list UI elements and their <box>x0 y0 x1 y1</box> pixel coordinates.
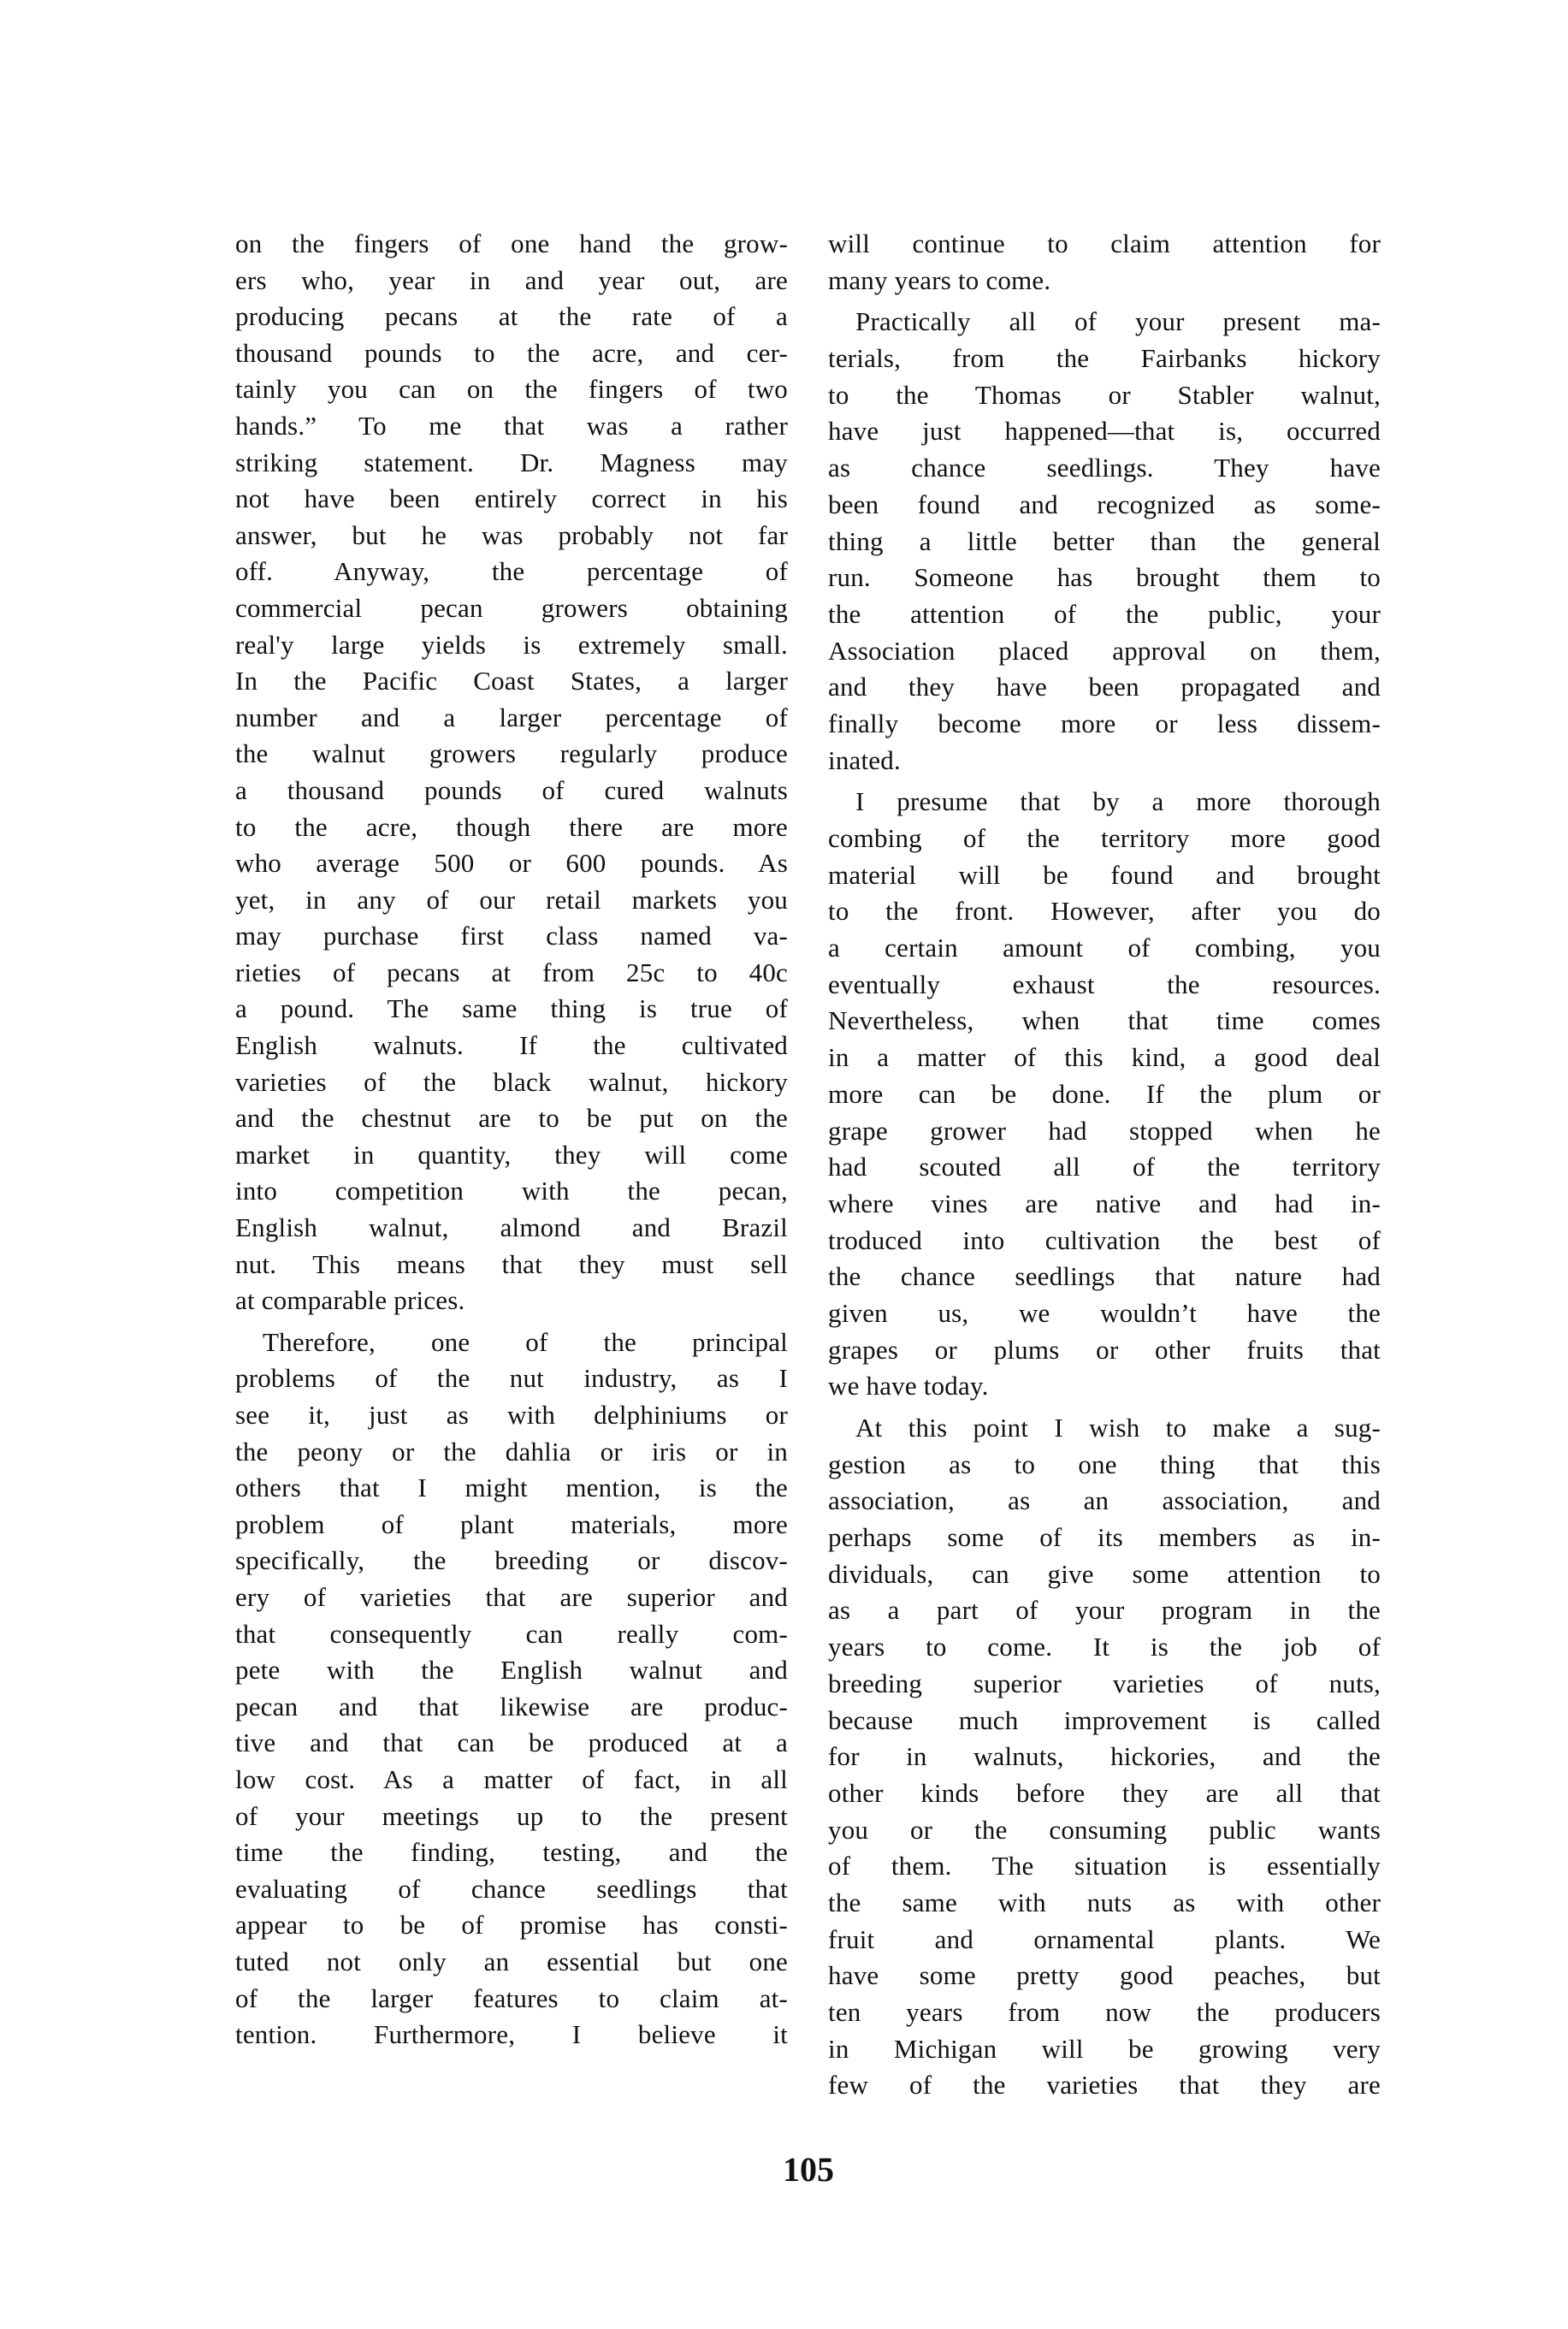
text-line: other kinds before they are all that <box>828 1777 1381 1808</box>
text-line: the same with nuts as with other <box>828 1887 1381 1917</box>
text-line: hands.” To me that was a rather <box>235 410 788 441</box>
text-line: specifically, the breeding or discov- <box>235 1545 788 1576</box>
text-line: tainly you can on the fingers of two <box>235 374 788 405</box>
text-line: tive and that can be produced at a <box>235 1727 788 1758</box>
text-line: low cost. As a matter of fact, in all <box>235 1763 788 1794</box>
text-line: time the finding, testing, and the <box>235 1837 788 1868</box>
text-line: At this point I wish to make a sug- <box>855 1413 1381 1443</box>
text-line: grape grower had stopped when he <box>828 1115 1381 1146</box>
text-line: a certain amount of combing, you <box>828 933 1381 963</box>
page-number: 105 <box>783 2150 834 2189</box>
text-line: problems of the nut industry, as I <box>235 1363 788 1394</box>
text-line: the chance seedlings that nature had <box>828 1261 1381 1292</box>
text-line: Nevertheless, when that time comes <box>828 1005 1381 1036</box>
text-line: to the Thomas or Stabler walnut, <box>828 379 1381 410</box>
text-line: the attention of the public, your <box>828 598 1381 629</box>
text-line: grapes or plums or other fruits that <box>828 1334 1381 1365</box>
text-line: market in quantity, they will come <box>235 1139 788 1170</box>
text-line: I presume that by a more thorough <box>855 786 1381 817</box>
text-line: varieties of the black walnut, hickory <box>235 1066 788 1097</box>
text-line: troduced into cultivation the best of <box>828 1224 1381 1255</box>
text-line: run. Someone has brought them to <box>828 562 1381 593</box>
text-line: commercial pecan growers obtaining <box>235 592 788 623</box>
text-line: terials, from the Fairbanks hickory <box>828 343 1381 374</box>
text-line: Therefore, one of the principal <box>263 1326 788 1357</box>
text-line: pete with the English walnut and <box>235 1655 788 1686</box>
text-line: have some pretty good peaches, but <box>828 1960 1381 1991</box>
text-line: see it, just as with delphiniums or <box>235 1400 788 1430</box>
text-line: who average 500 or 600 pounds. As <box>235 848 788 879</box>
text-line: dividuals, can give some attention to <box>828 1558 1381 1589</box>
text-line: eventually exhaust the resources. <box>828 969 1381 999</box>
right-column <box>828 226 1381 2104</box>
text-line: In the Pacific Coast States, a larger <box>235 666 788 696</box>
text-line: striking statement. Dr. Magness may <box>235 447 788 477</box>
text-line: in a matter of this kind, a good deal <box>828 1042 1381 1073</box>
text-line: others that I might mention, is the <box>235 1473 788 1503</box>
text-line: combing of the territory more good <box>828 823 1381 853</box>
text-line: association, as an association, and <box>828 1485 1381 1516</box>
paragraph <box>235 1325 788 2053</box>
text-line: yet, in any of our retail markets you <box>235 884 788 915</box>
text-line: a thousand pounds of cured walnuts <box>235 774 788 805</box>
text-line: as chance seedlings. They have <box>828 453 1381 483</box>
text-line: had scouted all of the territory <box>828 1152 1381 1182</box>
left-column <box>235 226 788 2053</box>
text-line: number and a larger percentage of <box>235 702 788 732</box>
text-line: to the acre, though there are more <box>235 811 788 842</box>
paragraph <box>828 1410 1381 2104</box>
text-line: of the larger features to claim at- <box>235 1982 788 2013</box>
text-line: for in walnuts, hickories, and the <box>828 1741 1381 1772</box>
text-line: not have been entirely correct in his <box>235 483 788 514</box>
text-line: more can be done. If the plum or <box>828 1078 1381 1109</box>
text-line: real'y large yields is extremely small. <box>235 629 788 660</box>
text-line: a pound. The same thing is true of <box>235 993 788 1024</box>
text-line: appear to be of promise has consti- <box>235 1910 788 1941</box>
text-line: the walnut growers regularly produce <box>235 738 788 769</box>
text-line: material will be found and brought <box>828 859 1381 890</box>
text-line: thousand pounds to the acre, and cer- <box>235 337 788 368</box>
text-line: few of the varieties that they are <box>828 2070 1381 2101</box>
text-line: been found and recognized as some- <box>828 489 1381 519</box>
text-line: off. Anyway, the percentage of <box>235 556 788 587</box>
text-line: tuted not only an essential but one <box>235 1946 788 1976</box>
text-line: nut. This means that they must sell <box>235 1248 788 1279</box>
text-line: Practically all of your present ma- <box>855 306 1381 337</box>
text-line: ten years from now the producers <box>828 1997 1381 2027</box>
text-line: that consequently can really com- <box>235 1618 788 1649</box>
text-line: Association placed approval on them, <box>828 635 1381 666</box>
text-line: pecan and that likewise are produc- <box>235 1691 788 1722</box>
text-line: where vines are native and had in- <box>828 1188 1381 1218</box>
text-line: ers who, year in and year out, are <box>235 264 788 295</box>
text-line: thing a little better than the general <box>828 525 1381 556</box>
text-line: fruit and ornamental plants. We <box>828 1923 1381 1954</box>
text-line: problem of plant materials, more <box>235 1508 788 1539</box>
text-line: answer, but he was probably not far <box>235 519 788 550</box>
paragraph <box>828 784 1381 1405</box>
text-line: many years to come. <box>828 264 1051 295</box>
text-line: of them. The situation is essentially <box>828 1851 1381 1882</box>
text-line: because much improvement is called <box>828 1704 1381 1735</box>
text-line: we have today. <box>828 1371 989 1402</box>
text-line: may purchase first class named va- <box>235 921 788 951</box>
text-line: finally become more or less dissem- <box>828 708 1381 738</box>
text-line: at comparable prices. <box>235 1285 465 1316</box>
text-line: you or the consuming public wants <box>828 1814 1381 1845</box>
paragraph <box>828 226 1381 299</box>
text-line: have just happened—that is, occurred <box>828 416 1381 447</box>
text-line: on the fingers of one hand the grow- <box>235 228 788 258</box>
text-line: of your meetings up to the present <box>235 1800 788 1831</box>
text-line: evaluating of chance seedlings that <box>235 1873 788 1904</box>
text-line: as a part of your program in the <box>828 1595 1381 1626</box>
paragraph <box>235 226 788 1319</box>
text-line: gestion as to one thing that this <box>828 1449 1381 1479</box>
text-line: and the chestnut are to be put on the <box>235 1103 788 1134</box>
text-line: producing pecans at the rate of a <box>235 301 788 332</box>
text-line: breeding superior varieties of nuts, <box>828 1668 1381 1698</box>
text-line: the peony or the dahlia or iris or in <box>235 1436 788 1467</box>
text-line: in Michigan will be growing very <box>828 2033 1381 2064</box>
text-line: into competition with the pecan, <box>235 1176 788 1206</box>
text-line: tention. Furthermore, I believe it <box>235 2019 788 2050</box>
text-line: inated. <box>828 744 901 775</box>
text-line: years to come. It is the job of <box>828 1632 1381 1662</box>
text-line: perhaps some of its members as in- <box>828 1522 1381 1553</box>
paragraph <box>828 304 1381 779</box>
text-line: English walnut, almond and Brazil <box>235 1212 788 1243</box>
text-line: to the front. However, after you do <box>828 896 1381 927</box>
text-line: and they have been propagated and <box>828 672 1381 702</box>
text-line: rieties of pecans at from 25c to 40c <box>235 957 788 987</box>
text-line: ery of varieties that are superior and <box>235 1581 788 1612</box>
text-line: English walnuts. If the cultivated <box>235 1030 788 1061</box>
text-line: given us, we wouldn’t have the <box>828 1297 1381 1328</box>
text-line: will continue to claim attention for <box>828 228 1381 258</box>
